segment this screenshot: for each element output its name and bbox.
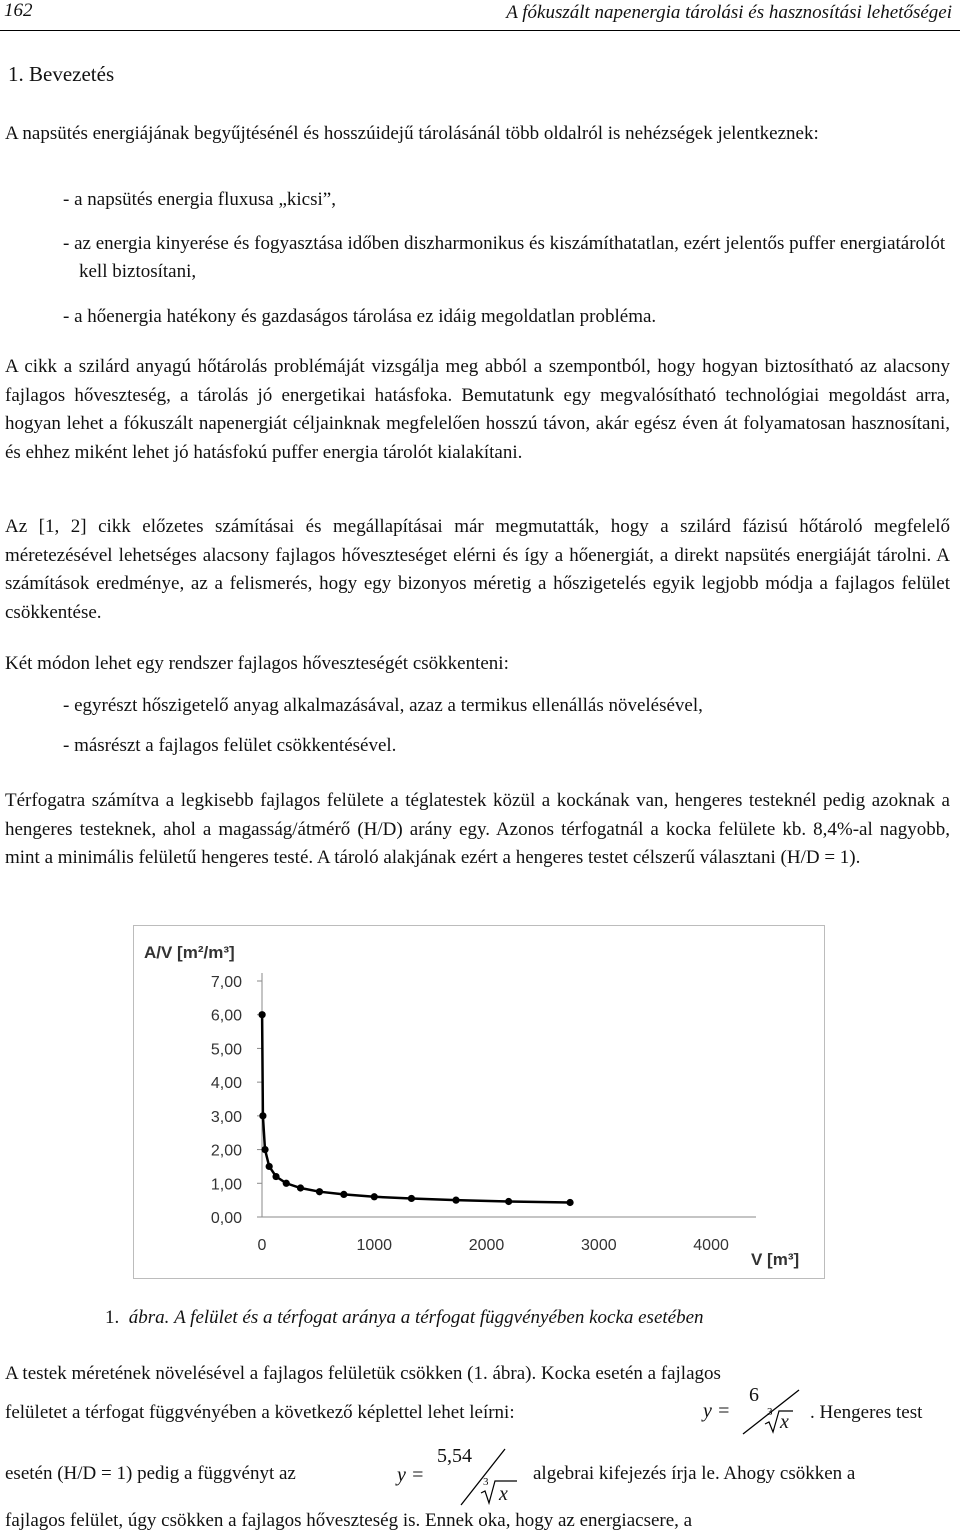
list-item: - egyrészt hőszigetelő anyag alkalmazásával, azaz a termikus ellenállás növelésével, <box>63 695 703 716</box>
data-point <box>259 1011 266 1018</box>
body-paragraph: Térfogatra számítva a legkisebb fajlagos felülete a téglatestek közül a kockának van, hengeres testeknél pedig azoknak a hengeres testeknek, ahol a magasság/átmérő (H/D) arány egy. Azonos térfogatnál a kocka felülete kb. 8,4%-al nagyobb, mint a minimális felületű hengeres testé. A tároló alakjának ezért a hengeres testet célszerű választani (H/D = 1). <box>5 790 950 868</box>
y-axis-label: A/V [m²/m³] <box>144 943 235 962</box>
list-item: - az energia kinyerése és fogyasztása időben diszharmonikus és kiszámíthatatlan, ezért jelentős puffer energiatárolót kell biztosítani, <box>63 233 946 282</box>
root-index: 3 <box>767 1406 773 1418</box>
x-tick-label: 0 <box>257 1237 267 1254</box>
chart-ticks <box>211 974 729 1254</box>
page-header <box>0 0 960 31</box>
page-number: 162 <box>4 0 33 21</box>
y-tick-label: 3,00 <box>210 1108 242 1126</box>
data-point <box>272 1173 279 1180</box>
x-axis-label: V [m³] <box>751 1250 800 1269</box>
figure-caption <box>105 1307 704 1329</box>
body-line: esetén (H/D = 1) pedig a függvényt az <box>5 1463 296 1484</box>
running-title: A fókuszált napenergia tárolási és hasznosítási lehetőségei <box>506 2 952 23</box>
chart-svg <box>134 926 824 1278</box>
body-paragraph: Az [1, 2] cikk előzetes számításai és megállapításai már megmutatták, hogy a szilárd fázisú hőtároló megfelelő méretezésével lehetséges alacsony fajlagos hőveszteséget elérni és így a hőenergiát, a direkt napsütés energiáját tárolni. A számítások eredménye, az a felismerés, hogy egy bizonyos méretig a hőszigetelés egyik legjobb módja a fajlagos felület csökkentése. <box>5 516 950 623</box>
y-tick-label: 0,00 <box>210 1210 242 1227</box>
y-tick-label: 5,00 <box>210 1041 242 1059</box>
body-line: felületet a térfogat függvényében a következő képlettel lehet leírni: <box>5 1402 515 1423</box>
body-line: fajlagos felület, úgy csökken a fajlagos hőveszteség is. Ennek oka, hogy az energiacsere, a <box>5 1510 693 1531</box>
intro-paragraph: A napsütés energiájának begyűjtésénél és hosszúidejű tárolásánál több oldalról is nehézségek jelentkeznek: <box>5 123 819 144</box>
x-tick-label: 3000 <box>581 1237 617 1254</box>
data-point <box>283 1180 290 1187</box>
y-tick-label: 4,00 <box>210 1075 242 1093</box>
body-paragraph: A cikk a szilárd anyagú hőtárolás problémáját vizsgálja meg abból a szempontból, hogy hogyan biztosítható az alacsony fajlagos hőveszteség, a tárolás jó energetikai hatásfoka. Bemutatunk egy megvalósítható technológiai megoldást arra, hogyan lehet a fókuszált napenergiát céljainknak megfelelően hosszú távon, akár egész éven át folyamatosan hasznosítani, és ehhez miként lehet jó hatásfokú puffer energia tárolót kialakítani. <box>5 356 950 463</box>
formula-cube <box>703 1386 813 1438</box>
y-tick-label: 7,00 <box>210 974 242 991</box>
list-item: - a hőenergia hatékony és gazdaságos tárolása ez idáig megoldatlan probléma. <box>63 306 657 327</box>
data-point <box>297 1184 304 1191</box>
fraction-root-icon <box>703 1386 813 1438</box>
data-point <box>371 1193 378 1200</box>
x-tick-label: 1000 <box>356 1237 393 1254</box>
body-line: A testek méretének növelésével a fajlagos felületük csökken (1. ábra). Kocka esetén a fajlagos <box>5 1363 721 1384</box>
data-point <box>408 1195 415 1202</box>
body-paragraph: Két módon lehet egy rendszer fajlagos hőveszteségét csökkenteni: <box>5 653 509 674</box>
list-item: - másrészt a fajlagos felület csökkentésével. <box>63 735 397 756</box>
y-tick-label: 6,00 <box>210 1007 242 1025</box>
x-tick-label: 4000 <box>693 1237 729 1254</box>
chart-points <box>259 1011 574 1206</box>
formula-variable: x <box>499 1483 508 1505</box>
formula-cylinder <box>397 1443 527 1507</box>
data-point <box>566 1199 573 1206</box>
formula-lhs: y = <box>703 1400 731 1422</box>
body-line: algebrai kifejezés írja le. Ahogy csökken a <box>533 1463 856 1484</box>
formula-numerator: 6 <box>749 1384 759 1406</box>
data-point <box>340 1191 347 1198</box>
data-point <box>452 1197 459 1204</box>
chart-axes <box>262 973 756 1217</box>
list-item: - a napsütés energia fluxusa „kicsi”, <box>63 189 336 210</box>
formula-lhs: y = <box>397 1464 425 1486</box>
y-tick-label: 1,00 <box>210 1176 242 1194</box>
formula-numerator: 5,54 <box>437 1445 472 1467</box>
root-index: 3 <box>483 1476 489 1488</box>
body-line: . Hengeres test <box>810 1402 923 1423</box>
y-tick-label: 2,00 <box>210 1142 242 1160</box>
data-point <box>505 1198 512 1205</box>
formula-variable: x <box>780 1411 789 1433</box>
data-point <box>261 1146 268 1153</box>
chart-frame <box>133 925 825 1279</box>
data-point <box>259 1112 266 1119</box>
series-line <box>262 1015 570 1203</box>
x-tick-label: 2000 <box>468 1237 505 1254</box>
caption-text: A felület és a térfogat aránya a térfogat függvényében kocka esetében <box>174 1307 704 1328</box>
caption-label: ábra. <box>128 1307 170 1328</box>
section-title: 1. Bevezetés <box>8 62 115 86</box>
data-point <box>266 1163 273 1170</box>
caption-number: 1. <box>105 1307 120 1328</box>
data-point <box>316 1188 323 1195</box>
